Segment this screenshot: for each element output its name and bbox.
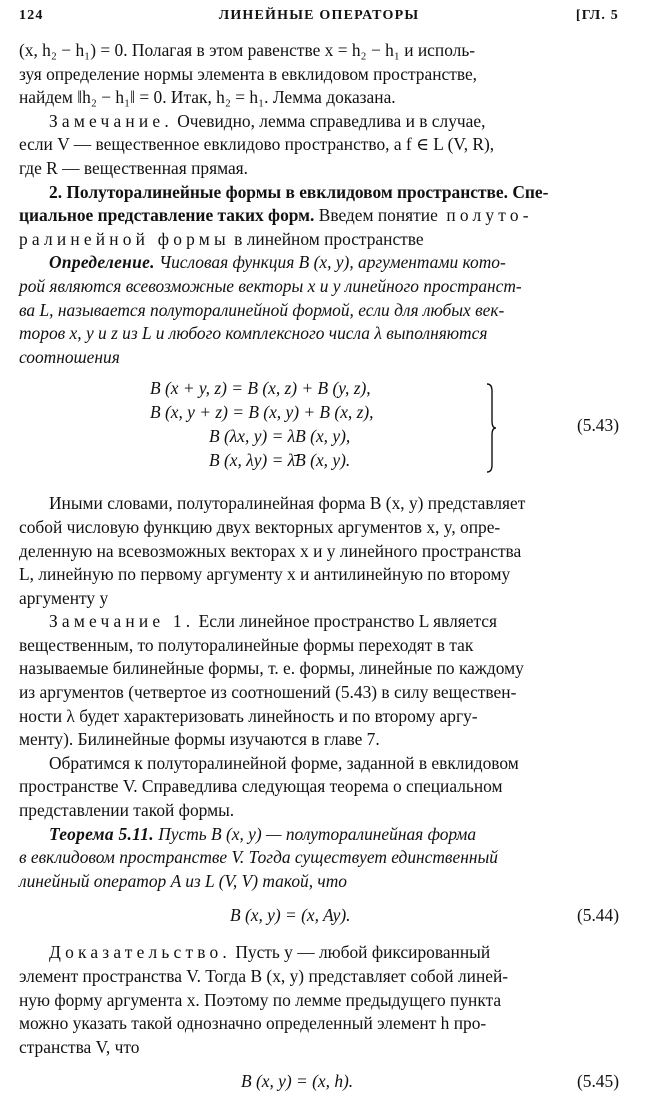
text-line: ности λ будет характеризовать линейность и по второму аргу- bbox=[19, 705, 478, 726]
page-body bbox=[19, 39, 619, 1107]
remark-label: Замечание. bbox=[49, 110, 173, 131]
text-line: странства V, что bbox=[19, 1036, 140, 1057]
text-line: ва L, называется полуторалинейной формой, если для любых век- bbox=[19, 299, 505, 320]
text-line: если V — вещественное евклидово пространство, а f ∈ L (V, R), bbox=[19, 134, 495, 155]
formula-line: B (λx, y) = λB (x, y), bbox=[209, 426, 351, 447]
equation-5-45 bbox=[19, 1070, 619, 1094]
text-line: в линейном пространстве bbox=[229, 228, 424, 249]
text-line: элемент пространства V. Тогда B (x, y) представляет собой линей- bbox=[19, 966, 509, 986]
text-line: торов x, y и z из L и любого комплексного числа λ выполняются bbox=[19, 323, 488, 344]
text-line: можно указать такой однозначно определенный элемент h про- bbox=[19, 1013, 487, 1034]
text-line: пространстве V. Справедлива следующая теорема о специальном bbox=[19, 776, 503, 797]
running-title: ЛИНЕЙНЫЕ ОПЕРАТОРЫ bbox=[218, 8, 420, 23]
equation-number: (5.45) bbox=[576, 1071, 619, 1092]
equation-number: (5.43) bbox=[576, 415, 619, 436]
text-line: (x, h₂ − h₁) = 0. Полагая в этом равенстве x = h₂ − h₁ и исполь- bbox=[19, 40, 476, 60]
equation-5-44 bbox=[19, 904, 619, 928]
text-line: Очевидно, лемма справедлива и в случае, bbox=[172, 110, 486, 131]
text-line: зуя определение нормы элемента в евклидовом пространстве, bbox=[19, 63, 478, 84]
theorem-paragraph bbox=[19, 823, 619, 894]
definition-paragraph bbox=[19, 251, 619, 369]
text-line: называемые билинейные формы, т. е. формы, линейные по каждому bbox=[19, 658, 524, 679]
emphasized-term: полуто- bbox=[437, 205, 533, 226]
formula-line: B (x, y) = (x, h). bbox=[241, 1071, 354, 1092]
theorem-label: Теорема 5.11. bbox=[49, 823, 154, 844]
formula-line: B (x, λy) = λ̄B (x, y). bbox=[209, 450, 351, 471]
text-line: вещественным, то полуторалинейные формы переходят в так bbox=[19, 634, 474, 655]
running-header bbox=[19, 4, 619, 26]
text-line: деленную на всевозможных векторах x и y линейного пространства bbox=[19, 540, 522, 561]
text-line: аргументу y bbox=[19, 587, 109, 608]
equation-5-43 bbox=[19, 377, 619, 478]
formula-line: B (x, y + z) = B (x, y) + B (x, z), bbox=[150, 402, 374, 423]
right-brace-icon bbox=[486, 383, 496, 473]
remark-label: Замечание 1. bbox=[49, 611, 195, 632]
chapter-label: [ГЛ. 5 bbox=[575, 8, 619, 23]
lemma-proof-end bbox=[19, 39, 619, 110]
formula-line: B (x + y, z) = B (x, z) + B (y, z), bbox=[150, 378, 371, 399]
formula-line: B (x, y) = (x, Ay). bbox=[230, 905, 351, 926]
text-line: менту). Билинейные формы изучаются в главе 7. bbox=[19, 729, 380, 750]
text-line: линейный оператор A из L (V, V) такой, что bbox=[19, 870, 347, 891]
text-line: рой являются всевозможные векторы x и y линейного пространст- bbox=[19, 275, 522, 296]
text-line: собой числовую функцию двух векторных аргументов x, y, опре- bbox=[19, 516, 501, 537]
proof-label: Доказательство. bbox=[49, 942, 231, 963]
text-line: Числовая функция B (x, y), аргументами кото- bbox=[154, 252, 506, 273]
text-line: найдем ‖h₂ − h₁‖ = 0. Итак, h₂ = h₁. Лемма доказана. bbox=[19, 87, 396, 108]
section-heading-paragraph bbox=[19, 181, 619, 252]
remark-paragraph bbox=[19, 110, 619, 181]
proof-paragraph bbox=[19, 941, 619, 1059]
text-line: из аргументов (четвертое из соотношений (5.43) в силу веществен- bbox=[19, 682, 517, 703]
text-line: где R — вещественная прямая. bbox=[19, 157, 249, 178]
equation-number: (5.44) bbox=[576, 905, 619, 926]
paraphrase-paragraph bbox=[19, 492, 619, 610]
text-line: представлении такой формы. bbox=[19, 800, 235, 821]
text-line: Пусть B (x, y) — полуторалинейная форма bbox=[153, 823, 477, 844]
section-heading: 2. Полуторалинейные формы в евклидовом пространстве. Спе- bbox=[49, 181, 549, 202]
definition-label: Определение. bbox=[49, 252, 155, 273]
text-line: L, линейную по первому аргументу x и антилинейную по второму bbox=[19, 564, 511, 585]
text-line: Введем понятие bbox=[314, 205, 438, 226]
text-line: Пусть y — любой фиксированный bbox=[230, 942, 491, 963]
transition-paragraph bbox=[19, 752, 619, 823]
text-line: соотношения bbox=[19, 346, 120, 367]
text-line: Иными словами, полуторалинейная форма B (x, y) представляет bbox=[49, 493, 526, 514]
section-heading: циальное представление таких форм. bbox=[19, 205, 315, 226]
text-line: Обратимся к полуторалинейной форме, заданной в евклидовом bbox=[49, 752, 519, 773]
text-line: Если линейное пространство L является bbox=[194, 611, 498, 632]
text-line: ную форму аргумента x. Поэтому по лемме предыдущего пункта bbox=[19, 989, 502, 1010]
remark-1-paragraph bbox=[19, 610, 619, 752]
page-number: 124 bbox=[19, 8, 44, 23]
emphasized-term: ралинейной формы bbox=[19, 228, 230, 249]
text-line: в евклидовом пространстве V. Тогда существует единственный bbox=[19, 847, 498, 868]
